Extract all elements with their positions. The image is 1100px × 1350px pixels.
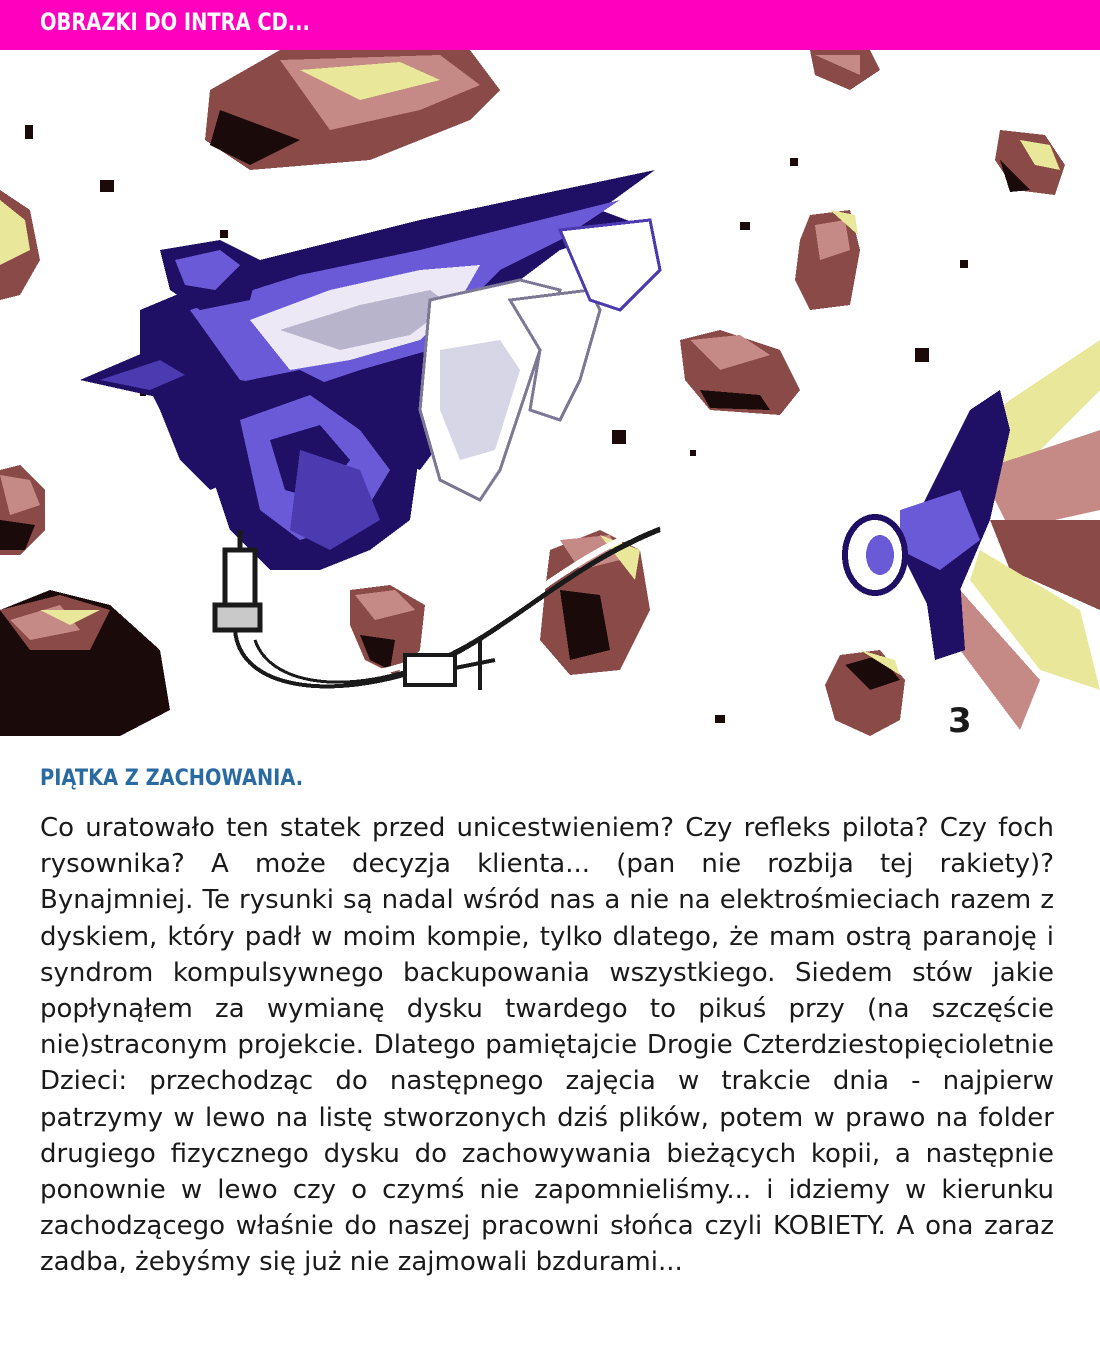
article-title: PIĄTKA Z ZACHOWANIA. (40, 766, 304, 791)
header-title: OBRAZKI DO INTRA CD... (40, 8, 310, 36)
main-spaceship (80, 170, 660, 570)
header-bar (0, 0, 1100, 50)
illustration-page-number: 3 (948, 701, 972, 736)
spaceship-illustration (0, 50, 1100, 736)
article-body: Co uratowało ten statek przed unicestwieniem? Czy refleks pilota? Czy foch rysownika? A może decyzja klienta... (pan nie rozbija tej rakiety)? Bynajmniej. Te rysunki są nadal wśród nas a nie na elektrośmieciach razem z dyskiem, który padł w moim kompie, tylko dlatego, że mam ostrą paranoję i syndrom kompulsywnego backupowania wszystkiego. Siedem stów jakie popłynąłem za wymianę dysku twardego to pikuś przy (na szczęście nie)straconym projekcie. Dlatego pamiętajcie Drogie Czterdziestopięcioletnie Dzieci: przechodząc do następnego zajęcia w trakcie dnia - najpierw patrzymy w lewo na listę stworzonych dziś plików, potem w prawo na folder drugiego fizycznego dysku do zachowywania bieżących kopii, a następnie ponownie w lewo czy o czymś nie zapomnieliśmy... i idziemy w kierunku zachodzącego właśnie do naszej pracowni słońca czyli KOBIETY. A ona zaraz zadba, żebyśmy się już nie zajmowali bzdurami... (40, 813, 1054, 1278)
spaceship-asteroids-illustration (0, 50, 1100, 736)
